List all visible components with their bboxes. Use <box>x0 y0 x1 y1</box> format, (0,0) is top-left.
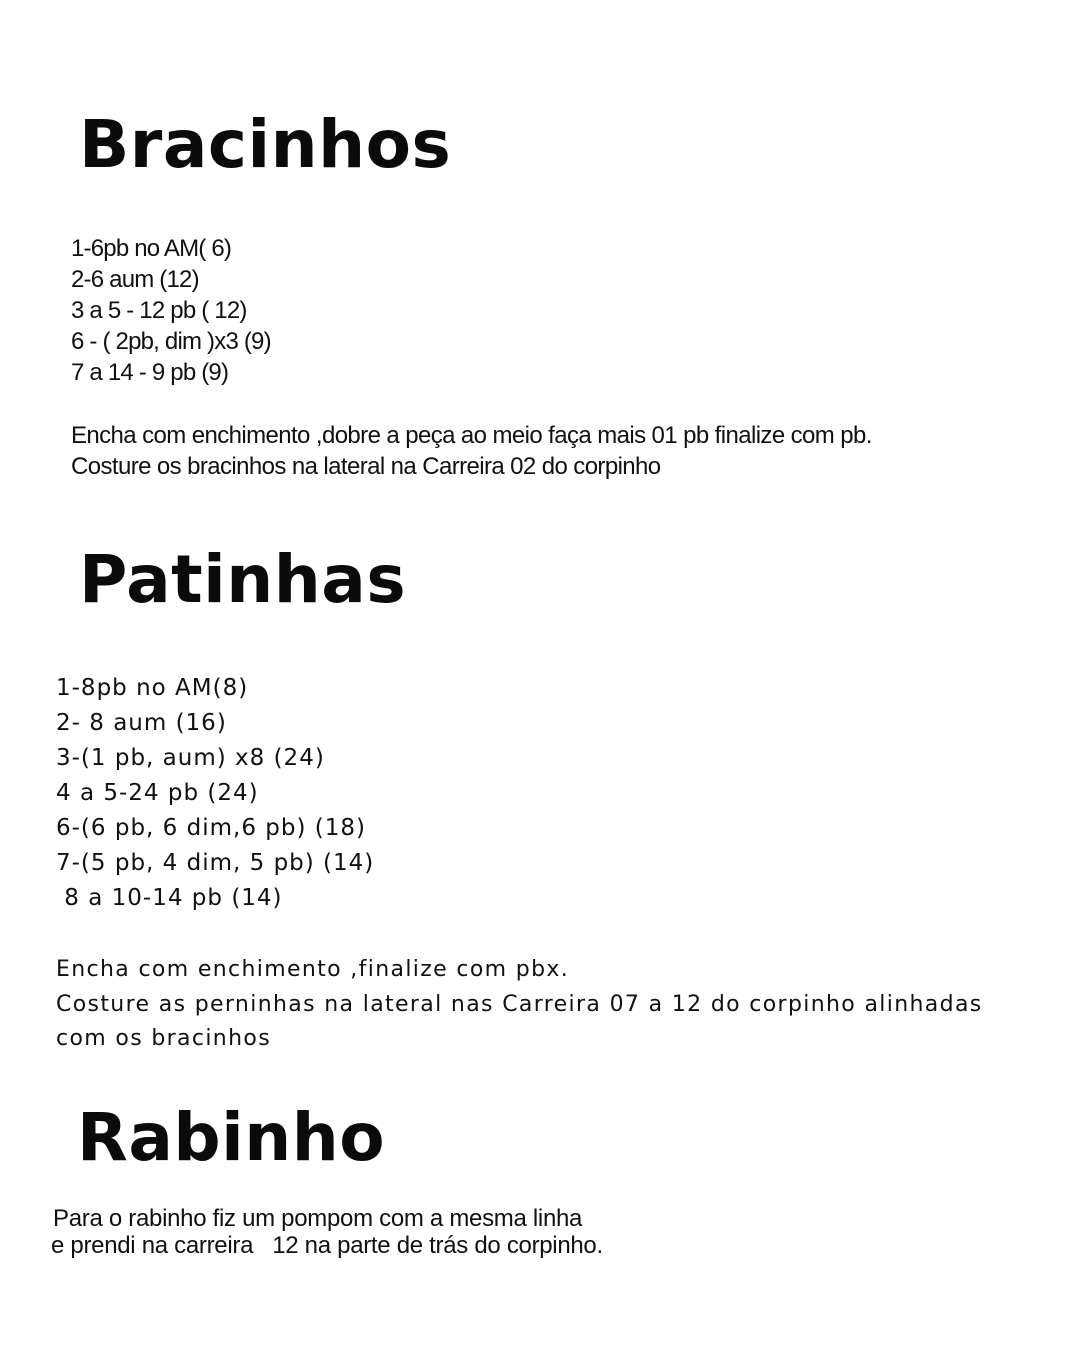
instruction-line: com os bracinhos <box>56 1026 272 1051</box>
section-title-rabinho: Rabinho <box>77 1099 386 1176</box>
instruction-line: Para o rabinho fiz um pompom com a mesma linha <box>53 1205 583 1232</box>
instruction-line: e prendi na carreira 12 na parte de trás do corpinho. <box>51 1232 603 1259</box>
list-item: 7-(5 pb, 4 dim, 5 pb) (14) <box>56 850 375 876</box>
patinhas-instructions <box>56 953 983 1057</box>
instruction-line: Encha com enchimento ,dobre a peça ao meio faça mais 01 pb finalize com pb. <box>71 422 872 449</box>
list-item: 1-6pb no AM( 6) <box>71 235 232 262</box>
list-item: 3-(1 pb, aum) x8 (24) <box>56 745 325 771</box>
list-item: 6-(6 pb, 6 dim,6 pb) (18) <box>56 815 366 841</box>
list-item: 3 a 5 - 12 pb ( 12) <box>71 297 247 324</box>
patinhas-steps-list <box>56 671 374 916</box>
list-item: 4 a 5-24 pb (24) <box>56 780 259 806</box>
rabinho-instructions <box>53 1205 603 1259</box>
list-item: 1-8pb no AM(8) <box>56 675 249 701</box>
section-title-bracinhos: Bracinhos <box>79 106 452 183</box>
list-item: 2-6 aum (12) <box>71 266 199 293</box>
instruction-line: Costure os bracinhos na lateral na Carreira 02 do corpinho <box>71 453 661 480</box>
bracinhos-instructions <box>71 420 872 482</box>
instruction-line: Encha com enchimento ,finalize com pbx. <box>56 957 570 982</box>
list-item: 2- 8 aum (16) <box>56 710 227 736</box>
list-item: 6 - ( 2pb, dim )x3 (9) <box>71 328 271 355</box>
section-title-patinhas: Patinhas <box>79 541 407 618</box>
bracinhos-steps-list <box>71 233 271 388</box>
list-item: 7 a 14 - 9 pb (9) <box>71 359 229 386</box>
list-item: 8 a 10-14 pb (14) <box>56 885 283 911</box>
instruction-line: Costure as perninhas na lateral nas Carreira 07 a 12 do corpinho alinhadas <box>56 991 983 1017</box>
